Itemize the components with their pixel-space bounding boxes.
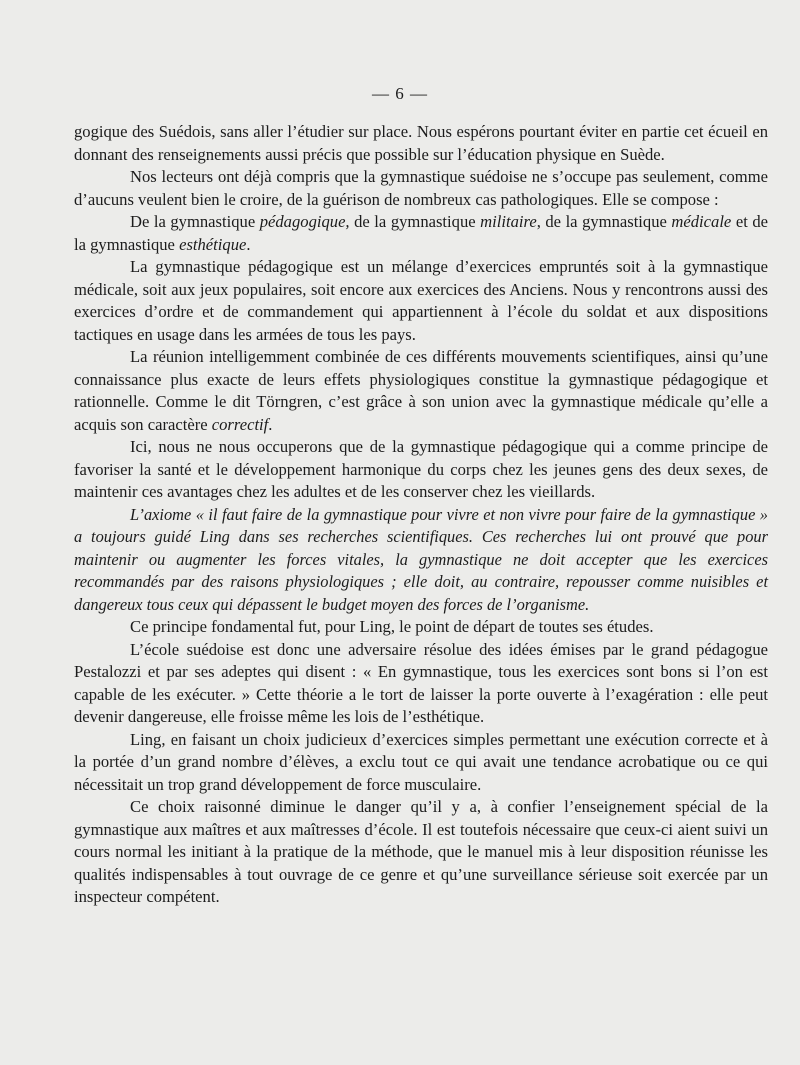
text-run: . bbox=[268, 414, 273, 434]
paragraph bbox=[74, 256, 768, 346]
paragraph bbox=[74, 211, 768, 256]
paragraph bbox=[74, 121, 768, 166]
body-text bbox=[74, 121, 768, 909]
paragraph bbox=[74, 166, 768, 211]
text-run: L’axiome « il faut faire de la gymnastique pour vivre et non vivre pour faire de la gymnastique » a toujours guidé Ling dans ses recherches scientifiques. Ces recherches lui ont prouvé que pour maintenir ou augmenter les forces vitales, la gymnastique ne doit accepter que les exercices recommandés par des raisons physiologiques ; elle doit, au contraire, repousser comme nuisibles et dangereux tous ceux qui dépassent le budget moyen des forces de l’organisme. bbox=[74, 504, 768, 614]
italic-text: médicale bbox=[671, 212, 732, 231]
text-run: Ling, en faisant un choix judicieux d’exercices simples permettant une exécution correcte et à la portée d’un grand nombre d’élèves, a exclu tout ce qui avait une tendance acrobatique ou ce qui nécessitait un trop grand développement de force musculaire. bbox=[74, 729, 768, 794]
italic-text: esthétique bbox=[179, 234, 247, 254]
text-run: La réunion intelligemment combinée de ces différents mouvements scientifiques, ainsi qu’une connaissance plus exacte de leurs effets physiologiques constitue la gymnastique pédagogique et rationnelle. Comme le dit Törngren, c’est grâce à son union avec la gymnastique médicale qu’elle a acquis son caractère bbox=[74, 347, 768, 434]
paragraph bbox=[74, 639, 768, 729]
paragraph bbox=[74, 504, 768, 617]
text-run: La gymnastique pédagogique est un mélange d’exercices empruntés soit à la gymnastique médicale, soit aux jeux populaires, soit encore aux exercices des Anciens. Nous y rencontrons aussi des exercices d’ordre et de commandement qui appartiennent à l’école du soldat et aux dispositions tactiques en usage dans les armées de tous les pays. bbox=[74, 257, 768, 344]
text-run: Ce principe fondamental fut, pour Ling, le point de départ de toutes ses études. bbox=[130, 617, 654, 636]
paragraph bbox=[74, 796, 768, 909]
paragraph bbox=[74, 616, 768, 639]
text-run: De la gymnastique bbox=[130, 212, 260, 231]
paragraph bbox=[74, 436, 768, 504]
text-run: L’école suédoise est donc une adversaire résolue des idées émises par le grand pédagogue Pestalozzi et par ses adeptes qui disent : « En gymnastique, tous les exercices sont bons si l’on est capable de les exécuter. » Cette théorie a le tort de laisser la porte ouverte à l’exagération : elle peut devenir dangereuse, elle froisse même les lois de l’esthétique. bbox=[74, 639, 768, 726]
text-run: et de la gymnastique bbox=[74, 212, 769, 254]
text-run: gogique des Suédois, sans aller l’étudier sur place. Nous espérons pourtant éviter en partie cet écueil en donnant des renseignements aussi précis que possible sur l’éducation physique en Suède. bbox=[74, 122, 768, 164]
italic-text: pédagogique, bbox=[259, 212, 350, 231]
text-run: Ce choix raisonné diminue le danger qu’il y a, à confier l’enseignement spécial de la gymnastique aux maîtres et aux maîtresses d’école. Il est toutefois nécessaire que ceux-ci aient suivi un cours normal les initiant à la pratique de la méthode, que le manuel mis à leur disposition réunisse les qualités indispensables à tout ouvrage de ce genre et qu’une surveillance sérieuse soit exercée par un inspecteur compétent. bbox=[74, 797, 768, 906]
text-run: de la gymnastique bbox=[349, 212, 481, 231]
page-number: — 6 — bbox=[372, 84, 428, 103]
italic-text: militaire bbox=[480, 212, 537, 231]
text-run: , de la gymnastique bbox=[536, 212, 672, 231]
text-run: Nos lecteurs ont déjà compris que la gymnastique suédoise ne s’occupe pas seulement, comme d’aucuns veulent bien le croire, de la guérison de nombreux cas pathologiques. Elle se compose : bbox=[74, 167, 768, 209]
paragraph bbox=[74, 729, 768, 797]
text-run: . bbox=[246, 234, 251, 254]
text-run: Ici, nous ne nous occuperons que de la gymnastique pédagogique qui a comme principe de favoriser la santé et le développement harmonique du corps chez les jeunes gens des deux sexes, de maintenir ces avantages chez les adultes et de les conserver chez les vieillards. bbox=[74, 437, 768, 501]
paragraph bbox=[74, 346, 768, 436]
italic-text: correctif bbox=[211, 414, 269, 434]
